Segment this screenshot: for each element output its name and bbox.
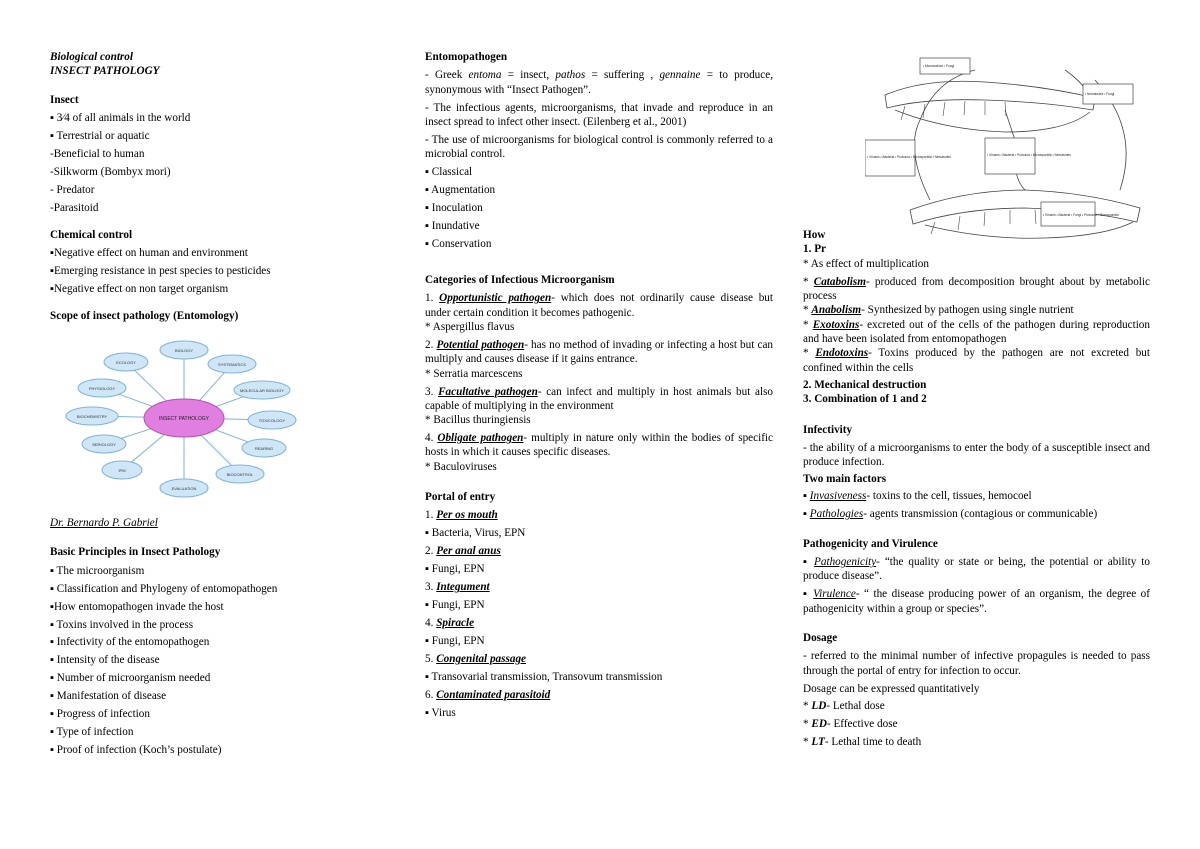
toxin-item: * Catabolism- produced from decomposition brought about by metabolic process [803, 275, 1150, 302]
scope-node-label: SERIOLOGY [92, 441, 116, 447]
categories-heading: Categories of Infectious Microorganism [425, 274, 615, 287]
portal-heading: Portal of entry [425, 491, 496, 504]
category-example: * Serratia marcescens [425, 367, 523, 380]
toxin-item: * Anabolism- Synthesized by pathogen using single nutrient [803, 304, 1074, 317]
dosage-paragraph: - referred to the minimal number of infective propagules is needed to pass through the portal of entry for infection to occur. [803, 650, 1150, 677]
lifecycle-box-label: ▪ Viruses ▪ Bacteria ▪ Fungi ▪ Protozoa ▪ Microsporidia [1043, 213, 1119, 217]
list-item: ▪ Transovarial transmission, Transovum transmission [425, 670, 663, 683]
insect-lifecycle-diagram [865, 40, 1155, 245]
scope-diagram [54, 336, 314, 506]
list-item: ▪ Inundative [425, 219, 480, 232]
dosage-item: * ED- Effective dose [803, 718, 898, 731]
category-item: 2. Potential pathogen- has no method of invading or infecting a host but can multiply and causes disease if it gains entrance. [425, 339, 774, 366]
list-item: ▪ Number of microorganism needed [50, 672, 211, 685]
list-item: ▪Negative effect on human and environment [50, 247, 248, 260]
toxin-item: * Endotoxins- Toxins produced by the pathogen are not excreted but confined within the cells [803, 347, 1150, 374]
list-item: ▪ The microorganism [50, 564, 145, 577]
list-item: ▪ Infectivity of the entomopathogen [50, 636, 210, 649]
scope-node-label: BIOCONTROL [226, 471, 254, 477]
scope-node-label: SYSTEMATICS [218, 361, 246, 367]
list-item: ▪How entomopathogen invade the host [50, 600, 224, 613]
dosage-heading: Dosage [803, 631, 838, 644]
lifecycle-box-label: ▪ Nematodes ▪ Fungi [1085, 92, 1115, 96]
pathogenicity-item: ▪ Virulence- “ the disease producing power of an organism, the degree of pathogenicity within a group or species”. [803, 588, 1151, 615]
column-right [803, 228, 1150, 753]
list-item: ▪ Conservation [425, 237, 492, 250]
list-item: -Parasitoid [50, 201, 99, 214]
list-item: ▪ Inoculation [425, 201, 483, 214]
scope-center-label: INSECT PATHOLOGY [158, 415, 210, 422]
infectivity-subheading: Two main factors [803, 472, 887, 485]
pathogenicity-heading: Pathogenicity and Virulence [803, 537, 938, 550]
toxin-item: * Exotoxins- excreted out of the cells of the pathogen during reproduction and have been isolated from entomopathogen [803, 318, 1150, 345]
portal-item: 4. Spiracle [425, 617, 475, 629]
entomo-paragraph: - The use of microorganisms for biological control is commonly referred to a microbial control. [425, 133, 773, 161]
list-item: ▪ Bacteria, Virus, EPN [425, 527, 526, 540]
list-item: ▪ Fungi, EPN [425, 634, 485, 647]
list-item: ▪ Terrestrial or aquatic [50, 129, 150, 142]
scope-node-label: ECOLOGY [116, 359, 136, 365]
entomo-definition: - Greek entoma = insect, pathos = suffering , gennaine = to produce, synonymous with “Insect Pathogen”. [425, 69, 774, 96]
list-item: ▪ Classical [425, 166, 473, 179]
list-item: -Beneficial to human [50, 147, 145, 160]
infectivity-heading: Infectivity [803, 423, 853, 436]
portal-item: 6. Contaminated parasitoid [425, 688, 551, 701]
insect-gut-upper [895, 110, 1090, 132]
portal-item: 1. Per os mouth [425, 509, 498, 522]
insect-heading: Insect [50, 93, 79, 106]
how-heading: How [803, 229, 826, 241]
insect-list [50, 111, 380, 215]
basic-heading: Basic Principles in Insect Pathology [50, 546, 221, 559]
cycle-arrow [914, 70, 975, 200]
insect-body-upper [885, 81, 1095, 110]
insect-gut-lower [925, 222, 1133, 238]
scope-node-label: PHYSIOLOGY [88, 385, 116, 391]
author-credit: Dr. Bernardo P. Gabriel [50, 517, 158, 530]
how-item: * As effect of multiplication [803, 257, 929, 270]
list-item: ▪ Type of infection [50, 726, 134, 739]
chemical-heading: Chemical control [50, 228, 133, 241]
doc-title: Biological control [50, 51, 133, 63]
pathogenicity-item: ▪ Pathogenicity- “the quality or state or being, the potential or ability to produce disease”. [803, 556, 1150, 583]
category-item: 4. Obligate pathogen- multiply in nature only within the bodies of specific hosts in which it causes specific diseases. [425, 432, 773, 459]
lifecycle-box-label: ▪ Viruses ▪ Bacteria ▪ Protozoa ▪ Microsporidia ▪ Nematodes [867, 155, 951, 159]
how-item: 1. Pr [803, 243, 826, 256]
scope-node-label: IPM [118, 467, 126, 473]
basic-list [50, 564, 380, 758]
how-item: 2. Mechanical destruction [803, 378, 927, 391]
scope-node-label: BIOLOGY [174, 347, 194, 353]
portal-item: 3. Integument [425, 581, 490, 594]
list-item: ▪ Manifestation of disease [50, 690, 167, 703]
scope-node-label: BIOCHEMISTRY [76, 413, 108, 419]
list-item: ▪ Toxins involved in the process [50, 618, 194, 631]
doc-subtitle: INSECT PATHOLOGY [50, 65, 160, 78]
entomo-paragraph: - The infectious agents, microorganisms, that invade and reproduce in an insect spread to infect other insect. (Eilenberg et al., 2001) [425, 101, 773, 128]
column-left [50, 50, 380, 761]
list-item: ▪ Augmentation [425, 184, 496, 196]
list-item: ▪ Virus [425, 706, 456, 719]
portal-item: 2. Per anal anus [425, 545, 501, 558]
list-item: ▪ Invasiveness- toxins to the cell, tissues, hemocoel [803, 490, 1032, 503]
category-example: * Aspergillus flavus [425, 321, 515, 334]
entomo-heading: Entomopathogen [425, 51, 508, 63]
list-item: ▪ Classification and Phylogeny of entomopathogen [50, 582, 278, 595]
list-item: ▪Emerging resistance in pest species to pesticides [50, 265, 271, 278]
list-item: ▪ Fungi, EPN [425, 599, 485, 612]
how-item: 3. Combination of 1 and 2 [803, 393, 927, 406]
list-item: ▪ Intensity of the disease [50, 654, 160, 667]
category-item: 3. Facultative pathogen- can infect and multiply in host animals but also capable of multiplying in the environment [425, 385, 774, 412]
chemical-list [50, 246, 380, 296]
dosage-item: * LT- Lethal time to death [803, 736, 922, 749]
list-item: ▪ Pathologies- agents transmission (contagious or communicable) [803, 508, 1098, 521]
list-item: ▪ Fungi, EPN [425, 563, 485, 576]
column-middle [425, 50, 773, 724]
insect-body-lower [910, 190, 1140, 224]
list-item: ▪ Proof of infection (Koch’s postulate) [50, 743, 222, 756]
scope-node-label: TOXICOLOGY [258, 417, 286, 423]
portal-item: 5. Congenital passage [425, 652, 527, 665]
category-example: * Bacillus thuringiensis [425, 414, 531, 427]
list-item: ▪Negative effect on non target organism [50, 283, 229, 296]
lifecycle-box-label: ▪ Monosodium ▪ Fungi [923, 64, 955, 68]
list-item: - Predator [50, 183, 95, 196]
scope-heading: Scope of insect pathology (Entomology) [50, 310, 239, 323]
cycle-arrow [1005, 110, 1015, 140]
scope-node-label: REARING [254, 445, 274, 451]
list-item: ▪ Progress of infection [50, 708, 150, 721]
scope-node-label: MOLECULAR BIOLOGY [239, 387, 285, 393]
lifecycle-box-label: ▪ Viruses ▪ Bacteria ▪ Protozoa ▪ Microsporidia ▪ Nematodes [987, 153, 1071, 157]
infectivity-paragraph: - the ability of a microorganisms to enter the body of a susceptible insect and produce infection. [803, 441, 1150, 469]
list-item: -Silkworm (Bombyx mori) [50, 165, 171, 178]
category-item: 1. Opportunistic pathogen- which does not ordinarily cause disease but under certain condition it becomes pathogenic. [425, 292, 774, 319]
list-item: ▪ 3⁄4 of all animals in the world [50, 111, 191, 124]
dosage-paragraph: Dosage can be expressed quantitatively [803, 682, 980, 695]
dosage-item: * LD- Lethal dose [803, 700, 885, 713]
category-example: * Baculoviruses [425, 460, 497, 473]
scope-node-label: EVALUATION [171, 485, 197, 491]
